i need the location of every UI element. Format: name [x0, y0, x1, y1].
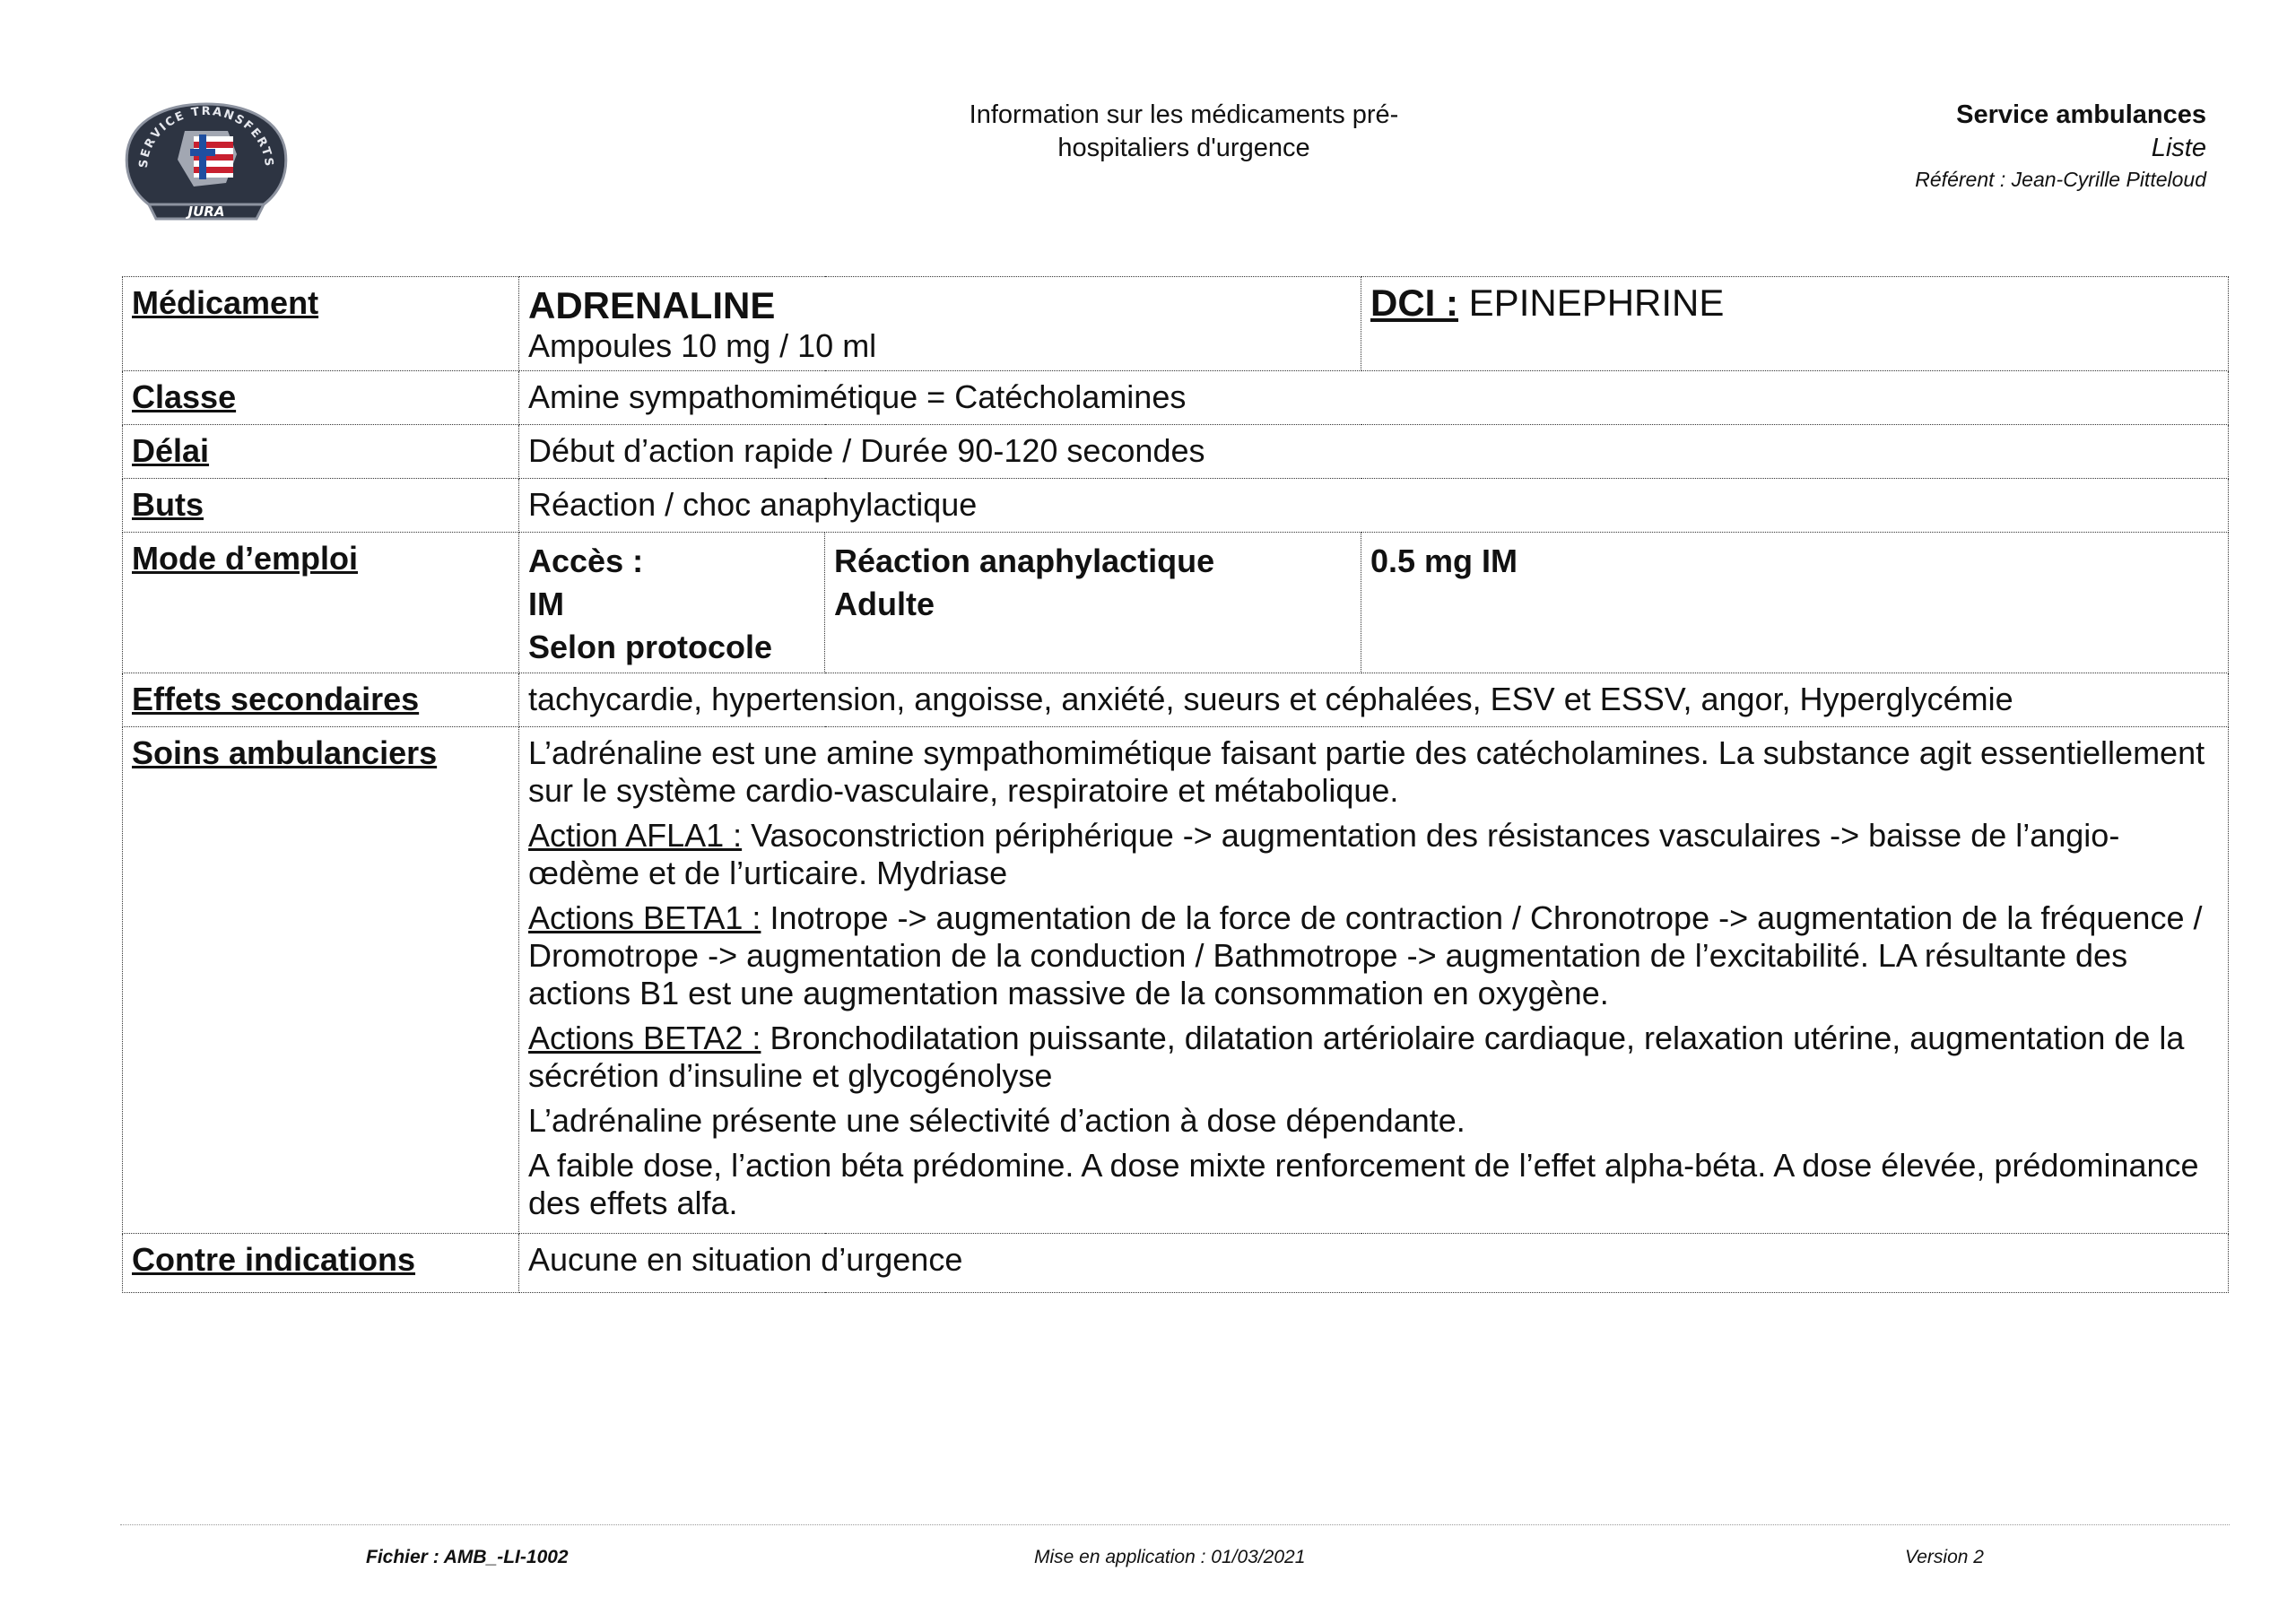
delai-value: Début d’action rapide / Durée 90-120 secondes: [519, 425, 2229, 479]
document-title-line-2: hospitaliers d'urgence: [1057, 134, 1310, 162]
acces-label: Accès :: [528, 542, 644, 579]
row-mode-emploi: [123, 533, 2229, 673]
logo-text-top: SERVICE TRANSFERTS: [136, 104, 276, 169]
referent: Référent : Jean-Cyrille Pitteloud: [1915, 168, 2206, 191]
document-title: [915, 99, 1453, 165]
soins-afla1: [528, 817, 2219, 892]
logo-text-bottom: JURA: [187, 204, 225, 220]
row-soins: [123, 727, 2229, 1234]
header-service-info: [1578, 99, 2206, 194]
beta2-text: Bronchodilatation puissante, dilatation artériolaire cardiaque, relaxation utérine, augmentation de la sécrétion d’insuline et glycogénolyse: [528, 1020, 2185, 1094]
label-classe: Classe: [123, 371, 519, 425]
document-type: Liste: [2151, 134, 2206, 162]
cell-dose: [1361, 533, 2229, 673]
dci-value: EPINEPHRINE: [1458, 282, 1725, 324]
row-delai: [123, 425, 2229, 479]
footer-file: Fichier : AMB_-LI-1002: [366, 1547, 569, 1567]
buts-value: Réaction / choc anaphylactique: [519, 479, 2229, 533]
soins-dose-effects: A faible dose, l’action béta prédomine. A dose mixte renforcement de l’effet alpha-béta. A dose élevée, prédominance des effets alfa.: [528, 1147, 2199, 1221]
dci-label: DCI :: [1370, 282, 1458, 324]
soins-content: [519, 727, 2229, 1234]
drug-name: ADRENALINE: [528, 284, 776, 326]
indication-population: Adulte: [834, 586, 935, 622]
beta2-label: Actions BETA2 :: [528, 1020, 761, 1056]
drug-presentation: Ampoules 10 mg / 10 ml: [528, 327, 877, 364]
soins-intro: L’adrénaline est une amine sympathomimétique faisant partie des catécholamines. La substance agit essentiellement sur le système cardio-vasculaire, respiratoire et métabolique.: [528, 734, 2205, 809]
indication-name: Réaction anaphylactique: [834, 542, 1215, 579]
acces-route: IM: [528, 586, 564, 622]
soins-beta1: [528, 899, 2219, 1012]
effets-value: tachycardie, hypertension, angoisse, anxiété, sueurs et céphalées, ESV et ESSV, angor, Hyperglycémie: [519, 673, 2229, 727]
service-name: Service ambulances: [1956, 100, 2206, 129]
label-contre-indications: Contre indications: [123, 1234, 519, 1293]
afla1-text: Vasoconstriction périphérique -> augmentation des résistances vasculaires -> baisse de l’angio-œdème et de l’urticaire. Mydriase: [528, 817, 2120, 891]
label-mode-emploi: Mode d’emploi: [123, 533, 519, 673]
afla1-label: Action AFLA1 :: [528, 817, 743, 854]
cell-dci: [1361, 277, 2229, 371]
row-buts: [123, 479, 2229, 533]
footer-effective-date: Mise en application : 01/03/2021: [1034, 1547, 1306, 1567]
label-soins: Soins ambulanciers: [123, 727, 519, 1234]
footer-divider: [120, 1524, 2230, 1525]
dose-value: 0.5 mg IM: [1370, 542, 1518, 579]
row-classe: [123, 371, 2229, 425]
cell-indication: [825, 533, 1361, 673]
beta1-label: Actions BETA1 :: [528, 899, 761, 936]
row-contre-indications: [123, 1234, 2229, 1293]
drug-info-table: [122, 276, 2229, 1293]
label-medicament: Médicament: [123, 277, 519, 371]
cell-drug-name: [519, 277, 1361, 371]
soins-beta2: [528, 1020, 2219, 1095]
label-buts: Buts: [123, 479, 519, 533]
row-effets: [123, 673, 2229, 727]
classe-value: Amine sympathomimétique = Catécholamines: [519, 371, 2229, 425]
row-medicament: [123, 277, 2229, 371]
beta1-text: Inotrope -> augmentation de la force de contraction / Chronotrope -> augmentation de la fréquence / Dromotrope -> augmentation de la conduction / Bathmotrope -> augmentation de l’excitabilité. LA résultante des actions B1 est une augmentation massive de la consommation en oxygène.: [528, 899, 2203, 1011]
cell-acces: [519, 533, 825, 673]
label-delai: Délai: [123, 425, 519, 479]
footer-version: Version 2: [1905, 1547, 1984, 1567]
jura-transferts-logo: [122, 100, 291, 222]
acces-protocol: Selon protocole: [528, 629, 773, 665]
contre-indications-value: Aucune en situation d’urgence: [519, 1234, 2229, 1293]
soins-selectivity: L’adrénaline présente une sélectivité d’action à dose dépendante.: [528, 1102, 1465, 1139]
document-title-line-1: Information sur les médicaments pré-: [969, 100, 1399, 129]
label-effets: Effets secondaires: [123, 673, 519, 727]
